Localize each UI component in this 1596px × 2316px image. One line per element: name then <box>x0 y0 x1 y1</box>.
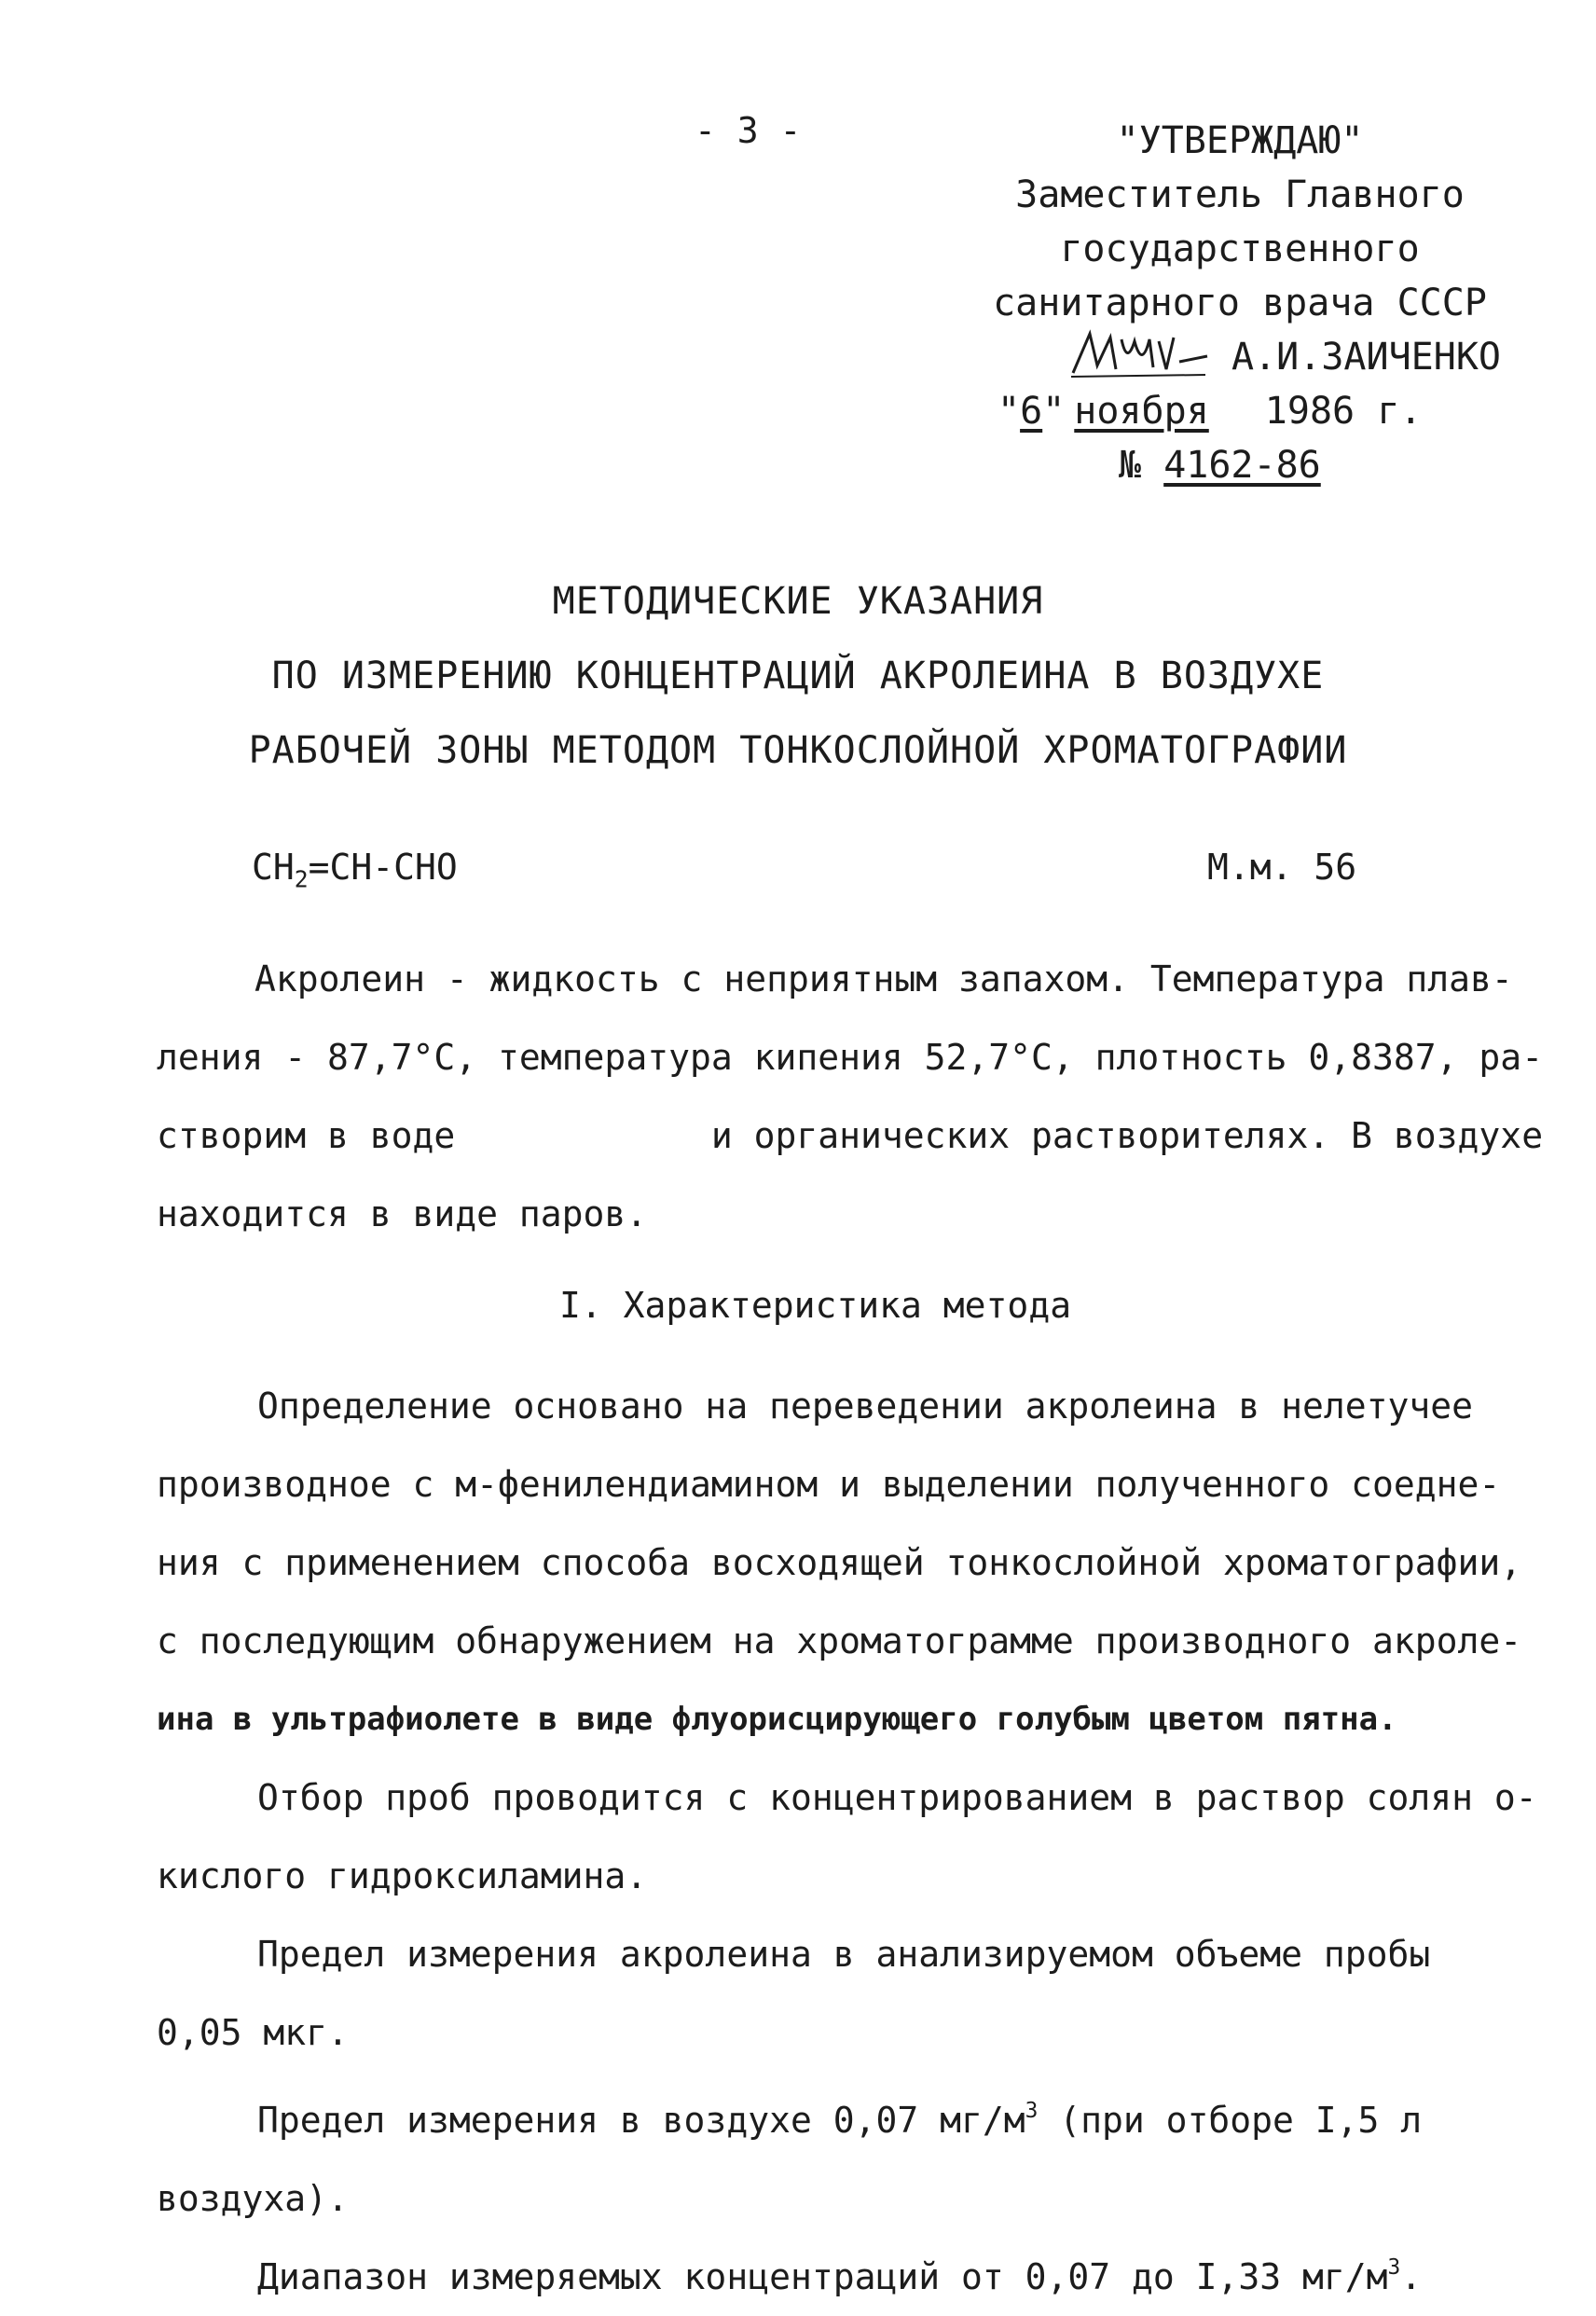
doc-number-value: 4162-86 <box>1163 444 1321 487</box>
chemical-formula <box>252 847 458 893</box>
p1-line-1: Определение основано на переведении акролеина в нелетучее <box>257 1385 1474 1427</box>
p5-superscript: 3 <box>1387 2255 1401 2280</box>
section-paragraph-3 <box>157 1915 1430 2072</box>
p3-line-2: 0,05 мкг. <box>157 2012 349 2053</box>
section-paragraph-5 <box>157 2228 1422 2316</box>
p1-line-3: ния с применением способа восходящей тонкослойной хроматографии, <box>157 1542 1522 1583</box>
molecular-mass: М.м. 56 <box>1207 847 1357 888</box>
approval-header: "УТВЕРЖДАЮ" <box>1116 119 1364 162</box>
approval-date-month: ноября <box>1074 390 1209 433</box>
approval-position-1: Заместитель Главного <box>1015 173 1465 216</box>
p4-text-b: (при отборе I,5 л <box>1038 2099 1423 2141</box>
p1-line-4: с последующим обнаружением на хроматограмме производного акроле- <box>157 1620 1522 1661</box>
section-heading: I. Характеристика метода <box>559 1285 1072 1326</box>
p5-text-b: . <box>1400 2255 1423 2297</box>
section-paragraph-4 <box>157 2072 1422 2238</box>
page-number: - 3 - <box>695 110 802 151</box>
approval-name: А.И.ЗАИЧЕНКО <box>1231 336 1501 379</box>
p4-line-2: воздуха). <box>157 2177 349 2219</box>
title-line-3: РАБОЧЕЙ ЗОНЫ МЕТОДОМ ТОНКОСЛОЙНОЙ ХРОМАТОГРАФИИ <box>248 729 1348 772</box>
approval-date: "6" ноября 1986 г. <box>998 390 1423 433</box>
p2-line-2: кислого гидроксиламина. <box>157 1855 648 1896</box>
doc-number-label: № <box>1119 444 1142 487</box>
p3-line-1: Предел измерения акролеина в анализируемом объеме пробы <box>257 1934 1431 1975</box>
signature-icon <box>1069 334 1209 375</box>
formula-part-1: CH <box>252 847 295 888</box>
p1-line-2: производное с м-фенилендиамином и выделении полученного соедне- <box>157 1464 1501 1505</box>
approval-doc-number <box>979 438 1501 492</box>
p4-superscript: 3 <box>1025 2099 1039 2123</box>
approval-block <box>979 114 1501 492</box>
title-line-1: МЕТОДИЧЕСКИЕ УКАЗАНИЯ <box>552 580 1044 623</box>
p1-line-5: ина в ультрафиолете в виде флуорисцирующего голубым цветом пятна. <box>157 1701 1397 1738</box>
formula-part-2: =CH-CHO <box>308 847 458 888</box>
section-paragraph-1 <box>157 1367 1521 1758</box>
p5-line-1 <box>157 2228 1422 2316</box>
intro-line-4: находится в виде паров. <box>157 1193 648 1234</box>
intro-line-3: створим в воде и органических растворителях. В воздухе <box>157 1115 1544 1156</box>
p5-text-a: Диапазон измеряемых концентраций от 0,07 до I,33 мг/м <box>257 2255 1388 2297</box>
formula-subscript: 2 <box>294 865 309 893</box>
intro-paragraph <box>157 940 1543 1253</box>
p4-text-a: Предел измерения в воздухе 0,07 мг/м <box>257 2099 1025 2141</box>
approval-position-2: государственного <box>1060 227 1420 270</box>
p2-line-1: Отбор проб проводится с концентрированием в раствор солян о- <box>257 1777 1537 1818</box>
approval-date-year: 1986 г. <box>1264 390 1423 433</box>
intro-line-2: ления - 87,7°С, температура кипения 52,7°С, плотность 0,8387, ра- <box>157 1037 1544 1078</box>
approval-signature-line <box>979 330 1501 384</box>
p4-line-1 <box>157 2072 1422 2159</box>
approval-position-3: санитарного врача СССР <box>993 282 1487 324</box>
approval-date-day: 6 <box>1020 390 1043 433</box>
intro-line-1: Акролеин - жидкость с неприятным запахом. Температура плав- <box>255 958 1513 999</box>
title-line-2: ПО ИЗМЕРЕНИЮ КОНЦЕНТРАЦИЙ АКРОЛЕИНА В ВОЗДУХЕ <box>271 655 1325 697</box>
section-paragraph-2 <box>157 1758 1537 1915</box>
